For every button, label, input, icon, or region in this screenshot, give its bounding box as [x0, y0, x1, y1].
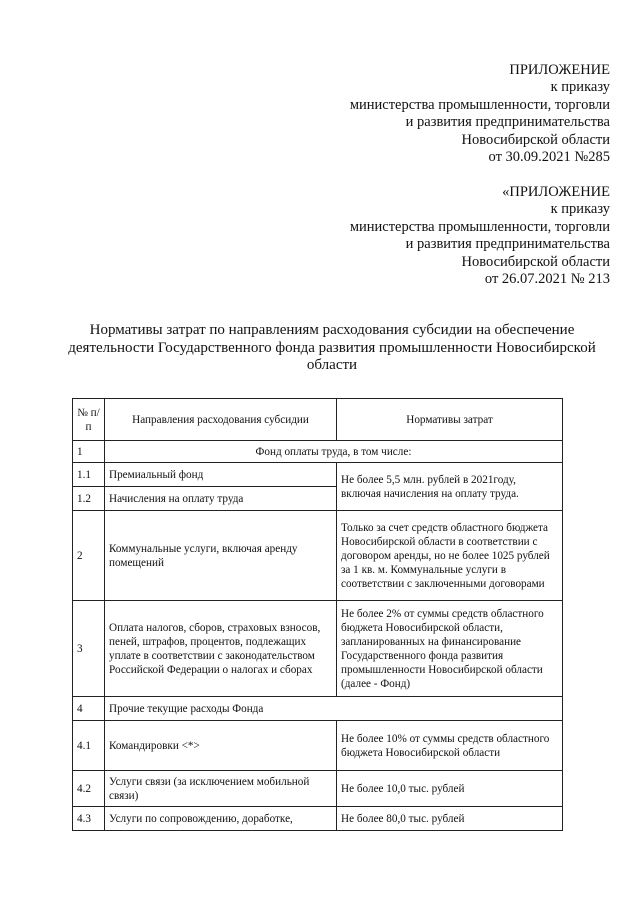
row-number: 4.3 — [73, 807, 105, 831]
row-norm: Не более 10% от суммы средств областного бюджета Новосибирской области — [337, 721, 563, 771]
row-number: 3 — [73, 601, 105, 697]
header-line: и развития предпринимательства — [405, 114, 610, 131]
col-header-number: № п/п — [73, 399, 105, 441]
title-line: деятельности Государственного фонда развития промышленности Новосибирской — [68, 339, 596, 356]
header-line: Новосибирской области — [461, 131, 610, 148]
row-section-title: Прочие текущие расходы Фонда — [105, 697, 563, 721]
row-direction: Премиальный фонд — [105, 463, 337, 487]
header-line: «ПРИЛОЖЕНИЕ — [502, 184, 610, 200]
title-line: области — [306, 357, 358, 374]
row-direction: Оплата налогов, сборов, страховых взносов, пеней, штрафов, процентов, подлежащих уплате в соответствии с законодательством Российской Федерации о налогах и сборах — [105, 601, 337, 697]
table-row — [73, 441, 563, 463]
header-line: и развития предпринимательства — [405, 236, 610, 253]
header-line: министерства промышленности, торговли — [349, 96, 610, 113]
row-direction: Командировки <*> — [105, 721, 337, 771]
table-row — [73, 807, 563, 831]
norms-table — [72, 398, 563, 831]
row-number: 1.1 — [73, 463, 105, 487]
appendix-header-previous — [350, 184, 610, 288]
table-row — [73, 601, 563, 697]
col-header-norms: Нормативы затрат — [337, 399, 563, 441]
header-line: от 30.09.2021 №285 — [488, 149, 610, 166]
row-number: 1 — [73, 441, 105, 463]
row-norm: Не более 2% от суммы средств областного бюджета Новосибирской области, запланированных на финансирование Государственного фонда развития промышленности Новосибирской области (далее - Фонд) — [337, 601, 563, 697]
row-direction: Услуги связи (за исключением мобильной связи) — [105, 771, 337, 807]
table-row — [73, 771, 563, 807]
row-direction: Услуги по сопровождению, доработке, — [105, 807, 337, 831]
row-direction: Начисления на оплату труда — [105, 487, 337, 511]
row-section-title: Фонд оплаты труда, в том числе: — [105, 441, 563, 463]
row-norm: Не более 80,0 тыс. рублей — [337, 807, 563, 831]
header-line: к приказу — [550, 201, 610, 218]
row-number: 4 — [73, 697, 105, 721]
table-row — [73, 697, 563, 721]
document-title — [52, 322, 612, 375]
header-line: министерства промышленности, торговли — [349, 218, 610, 235]
header-line: ПРИЛОЖЕНИЕ — [509, 62, 610, 78]
title-line: Нормативы затрат по направлениям расходования субсидии на обеспечение — [89, 322, 575, 338]
header-line: от 26.07.2021 № 213 — [484, 271, 610, 288]
table-row — [73, 721, 563, 771]
table-row — [73, 511, 563, 601]
row-number: 4.2 — [73, 771, 105, 807]
row-norm: Только за счет средств областного бюджета Новосибирской области в соответствии с договором аренды, но не более 1025 рублей за 1 кв. м. Коммунальные услуги в соответствии с заключенными договорами — [337, 511, 563, 601]
row-number: 4.1 — [73, 721, 105, 771]
row-norm: Не более 10,0 тыс. рублей — [337, 771, 563, 807]
appendix-header-current — [350, 62, 610, 166]
header-line: к приказу — [550, 79, 610, 96]
row-direction: Коммунальные услуги, включая аренду помещений — [105, 511, 337, 601]
table-row — [73, 463, 563, 487]
row-number: 2 — [73, 511, 105, 601]
table-header-row — [73, 399, 563, 441]
row-number: 1.2 — [73, 487, 105, 511]
row-norm: Не более 5,5 млн. рублей в 2021году, включая начисления на оплату труда. — [337, 463, 563, 511]
header-line: Новосибирской области — [461, 253, 610, 270]
col-header-direction: Направления расходования субсидии — [105, 399, 337, 441]
